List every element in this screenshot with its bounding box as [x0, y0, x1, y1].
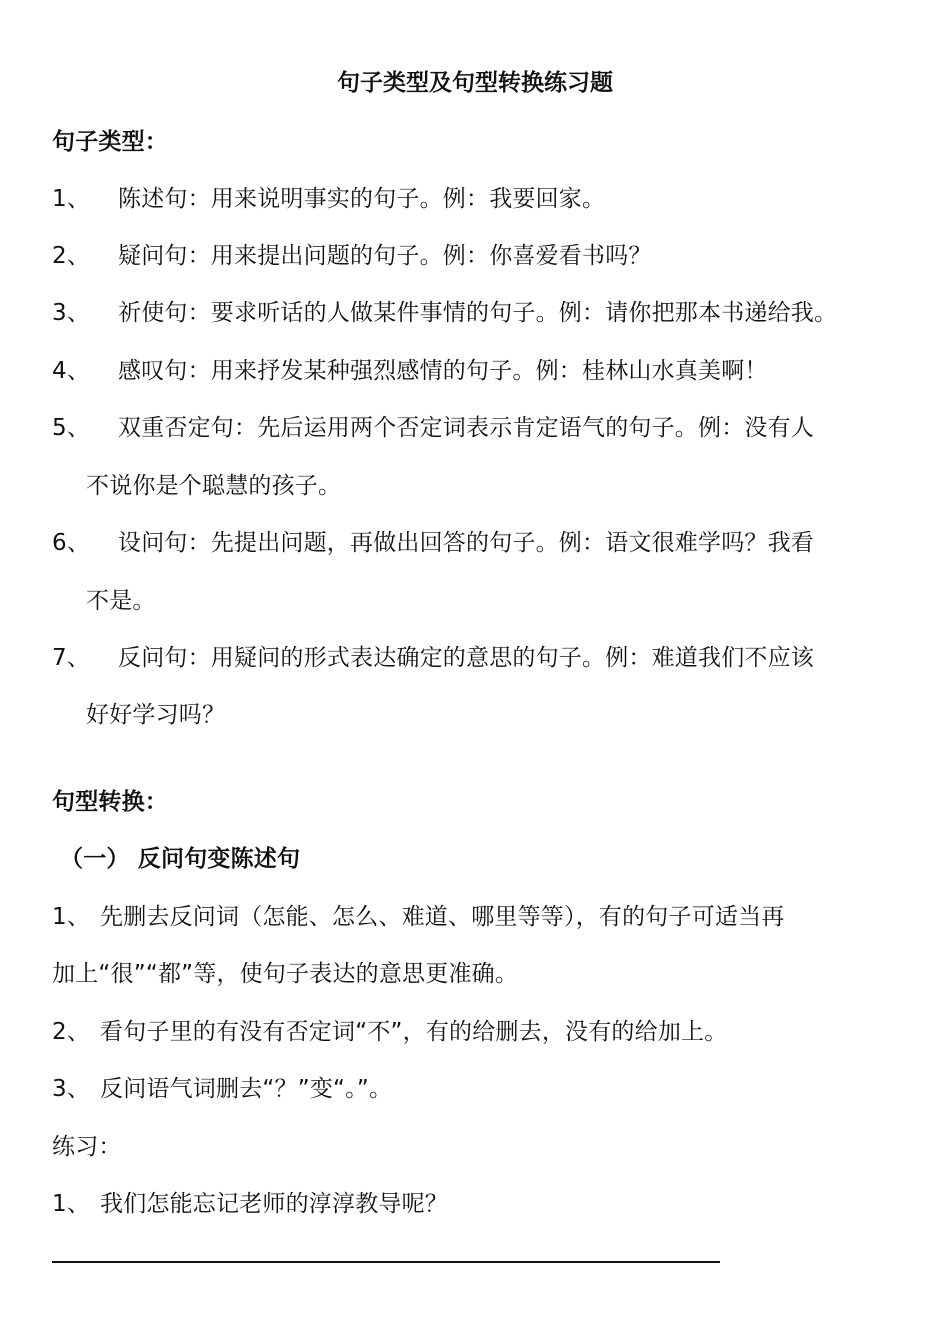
list-item — [52, 413, 814, 443]
list-item-continuation: 不是。 — [86, 588, 156, 614]
item-text: 双重否定句：先后运用两个否定词表示肯定语气的句子。例：没有人 — [118, 415, 814, 441]
practice-item — [52, 1189, 448, 1219]
list-item — [52, 356, 768, 386]
item-number: 1、 — [52, 1191, 91, 1217]
rule-item — [52, 1017, 727, 1047]
item-number: 6、 — [52, 530, 91, 556]
section-heading-sentence-conversion: 句型转换： — [52, 789, 168, 815]
list-item-continuation: 好好学习吗？ — [86, 702, 226, 728]
item-text: 感叹句：用来抒发某种强烈感情的句子。例：桂林山水真美啊！ — [118, 358, 768, 384]
item-text: 反问句：用疑问的形式表达确定的意思的句子。例：难道我们不应该 — [118, 645, 814, 671]
item-number: 3、 — [52, 1076, 91, 1102]
page-title: 句子类型及句型转换练习题 — [337, 70, 613, 96]
item-number: 4、 — [52, 358, 91, 384]
list-item — [52, 643, 814, 673]
practice-label: 练习： — [52, 1134, 122, 1160]
list-item — [52, 241, 652, 271]
list-item — [52, 184, 605, 214]
item-number: 3、 — [52, 300, 91, 326]
item-text: 看句子里的有没有否定词“不”，有的给删去，没有的给加上。 — [100, 1019, 728, 1045]
answer-line[interactable] — [52, 1261, 720, 1263]
item-number: 7、 — [52, 645, 91, 671]
item-text: 陈述句：用来说明事实的句子。例：我要回家。 — [118, 186, 606, 212]
subheading: （一） 反问句变陈述句 — [60, 846, 301, 872]
item-text: 先删去反问词（怎能、怎么、难道、哪里等等），有的句子可适当再 — [100, 904, 785, 930]
item-text: 祈使句：要求听话的人做某件事情的句子。例：请你把那本书递给我。 — [118, 300, 838, 326]
item-number: 5、 — [52, 415, 91, 441]
section-heading-sentence-types: 句子类型： — [52, 129, 168, 155]
list-item — [52, 298, 837, 328]
item-text: 反问语气词删去“？”变“。”。 — [100, 1076, 393, 1102]
item-number: 2、 — [52, 243, 91, 269]
rule-item — [52, 1074, 392, 1104]
rule-item-continuation: 加上“很”“都”等，使句子表达的意思更准确。 — [52, 961, 519, 987]
item-number: 1、 — [52, 186, 91, 212]
list-item-continuation: 不说你是个聪慧的孩子。 — [86, 473, 342, 499]
item-number: 2、 — [52, 1019, 91, 1045]
item-text: 设问句：先提出问题，再做出回答的句子。例：语文很难学吗？我看 — [118, 530, 814, 556]
item-text: 疑问句：用来提出问题的句子。例：你喜爱看书吗？ — [118, 243, 652, 269]
list-item — [52, 528, 814, 558]
rule-item — [52, 902, 785, 932]
item-text: 我们怎能忘记老师的淳淳教导呢？ — [100, 1191, 448, 1217]
item-number: 1、 — [52, 904, 91, 930]
